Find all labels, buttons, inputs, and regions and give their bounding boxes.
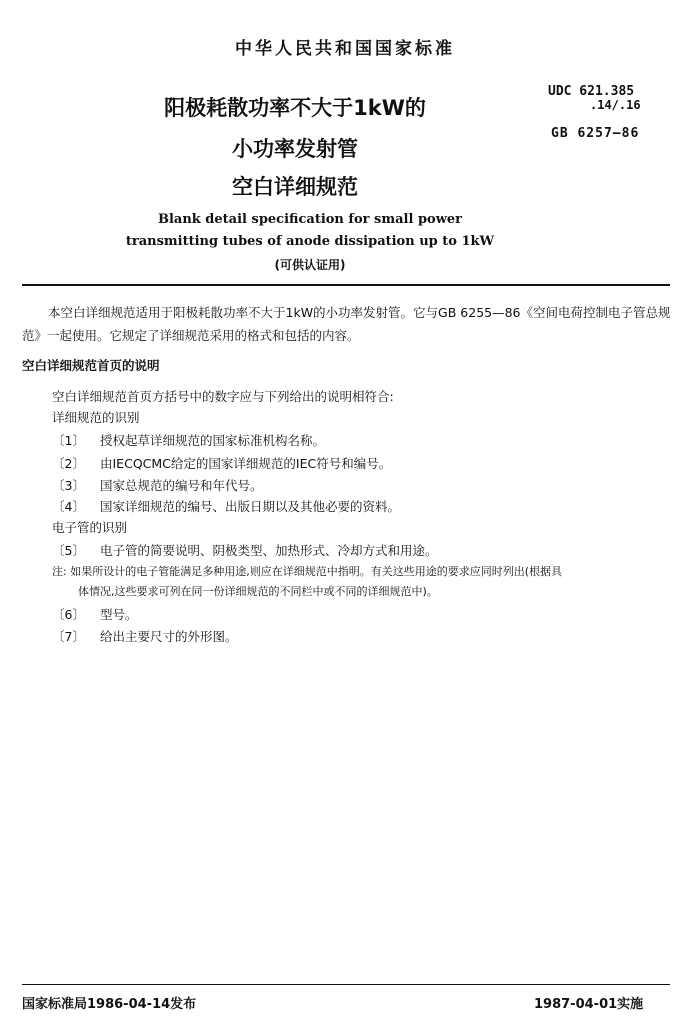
item-text: 给出主要尺寸的外形图。 xyxy=(100,629,238,644)
item-number: 〔3〕 xyxy=(52,478,85,493)
note-line-2: 体情况,这些要求可列在同一份详细规范的不同栏中或不同的详细规范中)。 xyxy=(78,585,438,598)
item-text: 授权起草详细规范的国家标准机构名称。 xyxy=(100,433,326,448)
item-number: 〔1〕 xyxy=(52,433,85,448)
english-title-line-2: transmitting tubes of anode dissipation up to 1kW xyxy=(125,234,495,249)
item-number: 〔7〕 xyxy=(52,629,85,644)
item-text: 型号。 xyxy=(100,607,138,622)
certification-status: (可供认证用) xyxy=(274,258,346,272)
instruction-paragraph: 空白详细规范首页方括号中的数字应与下列给出的说明相符合: xyxy=(52,389,394,404)
footer-divider xyxy=(22,984,670,985)
item-number: 〔2〕 xyxy=(52,456,85,471)
subheading-detail-identification: 详细规范的识别 xyxy=(52,410,140,425)
intro-paragraph: 本空白详细规范适用于阳极耗散功率不大于1kW的小功率发射管。它与GB 6255—86《空间电荷控制电子管总规范》一起使用。它规定了详细规范采用的格式和包括的内容。 xyxy=(22,305,671,343)
item-text: 电子管的简要说明、阴极类型、加热形式、冷却方式和用途。 xyxy=(100,543,438,558)
gb-standard-number: GB 6257—86 xyxy=(551,126,640,141)
title-line-3: 空白详细规范 xyxy=(232,175,358,199)
item-text: 国家总规范的编号和年代号。 xyxy=(100,478,263,493)
section-heading: 空白详细规范首页的说明 xyxy=(22,358,160,373)
header-divider xyxy=(22,284,670,286)
item-number: 〔5〕 xyxy=(52,543,85,558)
item-number: 〔4〕 xyxy=(52,499,85,514)
item-text: 国家详细规范的编号、出版日期以及其他必要的资料。 xyxy=(100,499,401,514)
item-text: 由IECQCMC给定的国家详细规范的IEC符号和编号。 xyxy=(100,456,392,471)
note-line-1: 注: 如果所设计的电子管能满足多种用途,则应在详细规范中指明。有关这些用途的要求应同时列出(根据具 xyxy=(52,565,562,578)
issue-date: 国家标准局1986-04-14发布 xyxy=(22,997,197,1012)
implementation-date: 1987-04-01实施 xyxy=(534,997,644,1012)
title-line-2: 小功率发射管 xyxy=(232,137,358,161)
english-title-line-1: Blank detail specification for small power xyxy=(157,212,463,227)
udc-number: UDC 621.385 xyxy=(548,84,635,99)
udc-subnumber: .14/.16 xyxy=(590,98,641,112)
national-standard-heading: 中华人民共和国国家标准 xyxy=(235,39,455,59)
title-line-1: 阳极耗散功率不大于1kW的 xyxy=(164,96,426,120)
subheading-tube-identification: 电子管的识别 xyxy=(52,520,128,535)
item-number: 〔6〕 xyxy=(52,607,85,622)
